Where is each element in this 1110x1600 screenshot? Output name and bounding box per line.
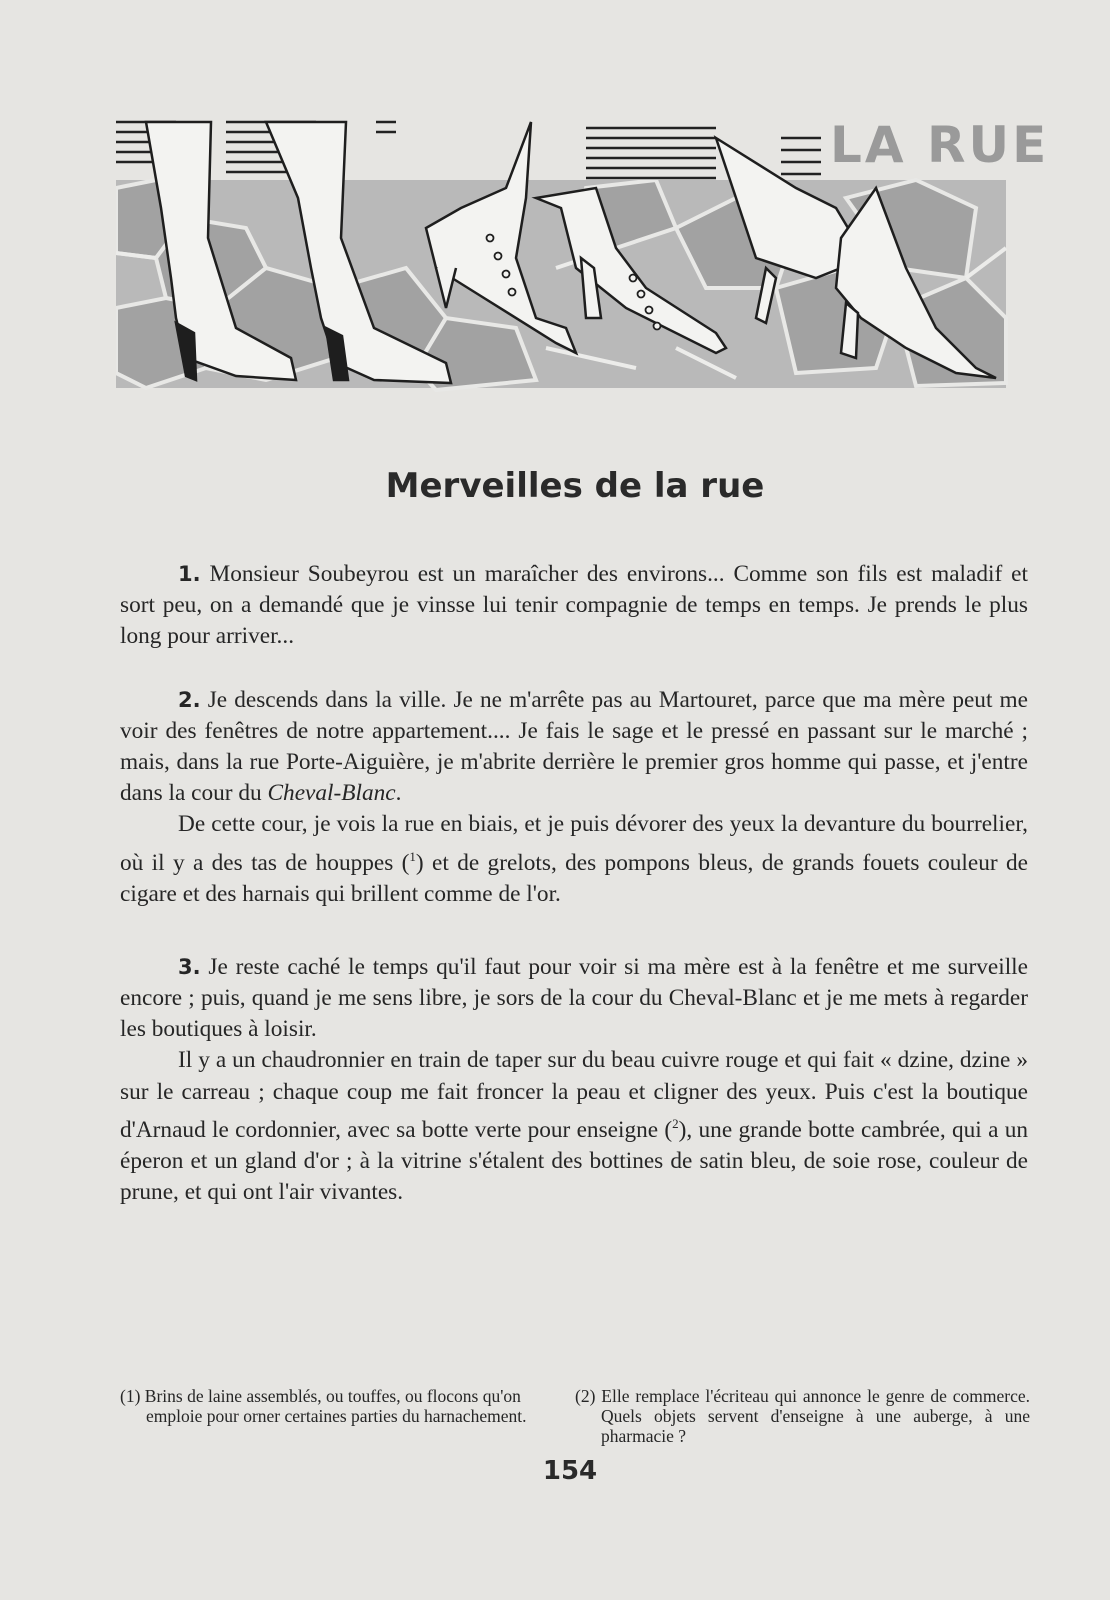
footnote-mark: (1)	[120, 1386, 141, 1406]
italic-place-name: Cheval-Blanc	[267, 780, 396, 807]
paragraph-text: Je reste caché le temps qu'il faut pour voir si ma mère est à la fenêtre et me surveille encore ; puis, quand je me sens libre, je sors de la cour du Cheval-Blanc et je me mets à regarder les boutiques à loisir.	[120, 953, 1028, 1043]
paragraph-text: Monsieur Soubeyrou est un maraîcher des environs... Comme son fils est maladif et sort peu, on a demandé que je vinsse lui tenir compagnie de temps en temps. Je prends le plus long pour arriver...	[120, 561, 1028, 650]
paragraph-text-end: ), une grande botte cambrée, qui a un éperon et un gland d'or ; à la vitrine s'étalent des bottines de satin bleu, de soie rose, couleur de prune, et qui ont l'air vivantes.	[120, 1116, 1029, 1205]
paragraph-2	[120, 685, 1028, 810]
paragraph-text-end: .	[395, 780, 402, 807]
footnote-ref-2: 2	[672, 1115, 679, 1131]
paragraph-1	[120, 559, 1028, 653]
footnotes	[120, 1386, 1030, 1446]
paragraph-text: Il y a un chaudronnier en train de taper sur du beau cuivre rouge et qui fait « dzine, dzine » sur le carreau ; chaque coup me fait froncer la peau et cligner des yeux. Puis c'est la boutique d'Arnaud le cordonnier, avec sa botte verte pour enseigne (	[120, 1047, 1028, 1143]
paragraph-3b	[120, 1045, 1028, 1208]
section-label: LA RUE	[830, 116, 1050, 174]
paragraph-3	[120, 952, 1028, 1046]
footnote-2	[575, 1386, 1030, 1446]
footnote-1	[120, 1386, 575, 1446]
page-title: Merveilles de la rue	[385, 466, 765, 506]
paragraph-number: 1.	[178, 562, 201, 586]
page-number: 154	[542, 1456, 598, 1486]
paragraph-2b	[120, 809, 1028, 909]
paragraph-number: 2.	[178, 687, 201, 712]
paragraph-text: Je descends dans la ville. Je ne m'arrête pas au Martouret, parce que ma mère peut me voir des fenêtres de notre appartement.... Je fais le sage et le pressé en passant sur le marché ; mais, dans la rue Porte-Aiguière, je m'abrite derrière le premier gros homme qui passe, et j'entre dans la cour du	[120, 686, 1028, 807]
footnote-ref-1: 1	[409, 848, 416, 864]
footnote-text: Brins de laine assemblés, ou touffes, ou flocons qu'on emploie pour orner certaines parties du harnachement.	[140, 1386, 527, 1426]
paragraph-number: 3.	[178, 954, 201, 979]
paragraph-text-end: ) et de grelots, des pompons bleus, de grands fouets couleur de cigare et des harnais qui brillent comme de l'or.	[120, 849, 1028, 907]
footnote-mark: (2)	[575, 1386, 596, 1406]
footnote-text: Elle remplace l'écriteau qui annonce le genre de commerce. Quels objets servent d'enseigne à une auberge, à une pharmacie ?	[595, 1386, 1030, 1446]
paragraph-text: De cette cour, je vois la rue en biais, et je puis dévorer des yeux la devanture du bourrelier, où il y a des tas de houppes (	[120, 811, 1028, 876]
text-body	[120, 559, 1028, 1208]
